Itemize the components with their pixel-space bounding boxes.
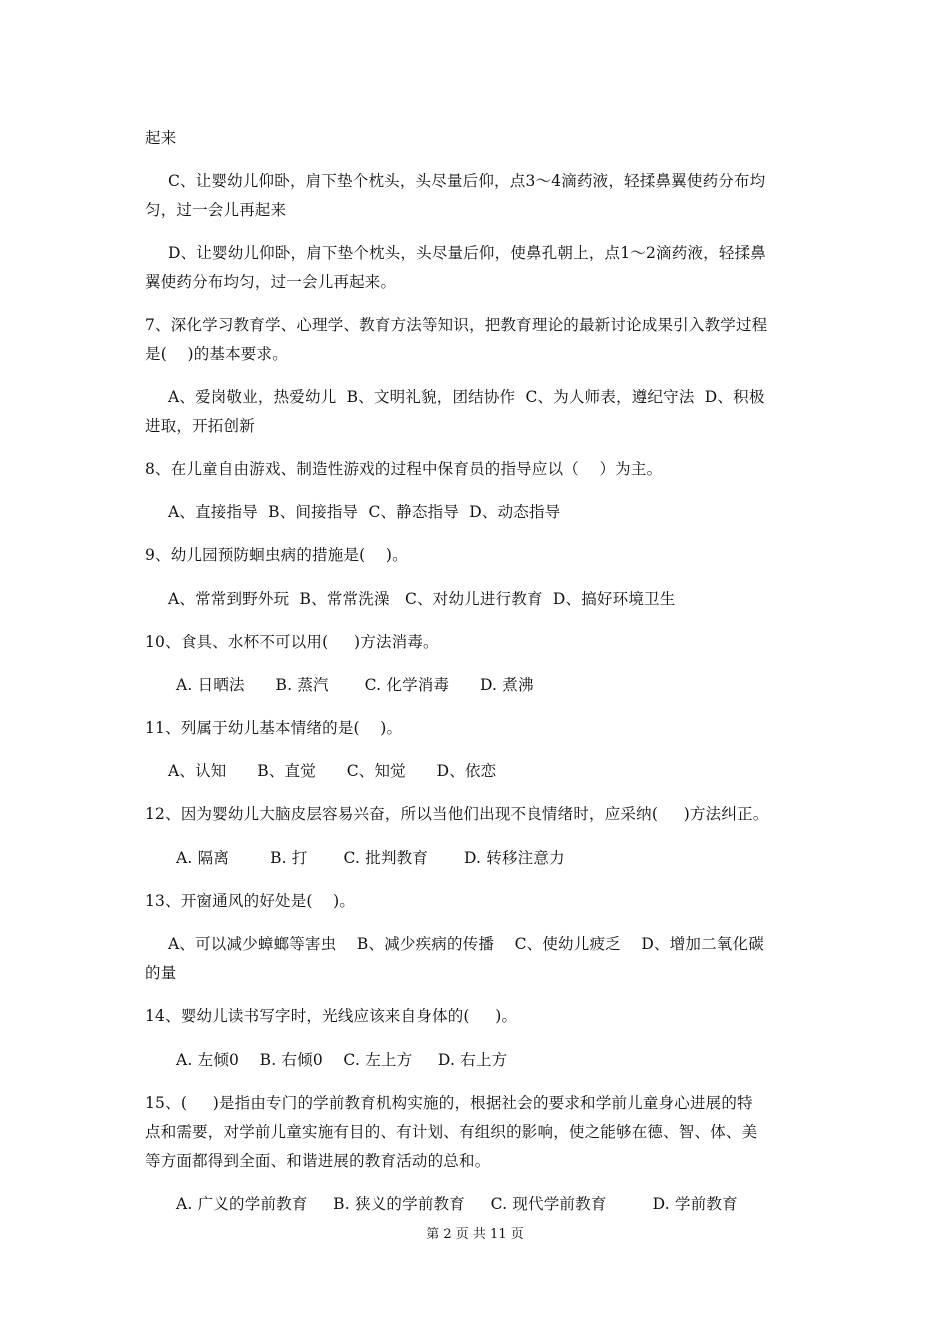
q15-options: A. 广义的学前教育 B. 狭义的学前教育 C. 现代学前教育 D. 学前教育 <box>176 1195 738 1213</box>
q8-stem: 8、在儿童自由游戏、制造性游戏的过程中保育员的指导应以（ ）为主。 <box>145 460 663 478</box>
q15-stem-line-1: 15、( )是指由专门的学前教育机构实施的，根据社会的要求和学前儿童身心进展的特 <box>145 1094 753 1112</box>
q10-stem: 10、食具、水杯不可以用( )方法消毒。 <box>145 633 439 651</box>
q14-stem: 14、婴幼儿读书写字时，光线应该来自身体的( )。 <box>145 1007 518 1025</box>
q7-options-line-2: 进取，开拓创新 <box>145 417 255 435</box>
q15-stem-line-3: 等方面都得到全面、和谐进展的教育活动的总和。 <box>145 1152 491 1170</box>
q15-stem-line-2: 点和需要，对学前儿童实施有目的、有计划、有组织的影响，使之能够在德、智、体、美 <box>145 1123 758 1141</box>
q6-option-c-line-2: 匀，过一会儿再起来 <box>145 201 287 219</box>
q8-options: A、直接指导 B、间接指导 C、静态指导 D、动态指导 <box>168 503 561 521</box>
q6-option-d-line-2: 翼使药分布均匀，过一会儿再起来。 <box>145 273 397 291</box>
q13-options-line-2: 的量 <box>145 964 177 982</box>
q9-options: A、常常到野外玩 B、常常洗澡 C、对幼儿进行教育 D、搞好环境卫生 <box>168 590 676 608</box>
q7-stem-line-1: 7、深化学习教育学、心理学、教育方法等知识，把教育理论的最新讨论成果引入教学过程 <box>145 316 768 334</box>
q14-options: A. 左倾0 B. 右倾0 C. 左上方 D. 右上方 <box>176 1051 508 1069</box>
q6-option-c-line-1: C、让婴幼儿仰卧，肩下垫个枕头，头尽量后仰，点3～4滴药液，轻揉鼻翼使药分布均 <box>168 172 766 190</box>
q6-continuation-line: 起来 <box>145 129 177 147</box>
q9-stem: 9、幼儿园预防蛔虫病的措施是( )。 <box>145 546 408 564</box>
q7-options-line-1: A、爱岗敬业，热爱幼儿 B、文明礼貌，团结协作 C、为人师表，遵纪守法 D、积极 <box>168 388 765 406</box>
page-footer: 第 2 页 共 11 页 <box>426 1227 524 1242</box>
q7-stem-line-2: 是( )的基本要求。 <box>145 345 288 363</box>
q10-options: A. 日晒法 B. 蒸汽 C. 化学消毒 D. 煮沸 <box>176 676 534 694</box>
q12-stem: 12、因为婴幼儿大脑皮层容易兴奋，所以当他们出现不良情绪时，应采纳( )方法纠正。 <box>145 805 769 823</box>
q13-stem: 13、开窗通风的好处是( )。 <box>145 892 356 910</box>
q6-option-d-line-1: D、让婴幼儿仰卧，肩下垫个枕头，头尽量后仰，使鼻孔朝上，点1～2滴药液，轻揉鼻 <box>168 244 766 262</box>
q12-options: A. 隔离 B. 打 C. 批判教育 D. 转移注意力 <box>176 849 565 867</box>
q13-options-line-1: A、可以减少蟑螂等害虫 B、减少疾病的传播 C、使幼儿疲乏 D、增加二氧化碳 <box>168 935 764 953</box>
q11-options: A、认知 B、直觉 C、知觉 D、依恋 <box>168 762 497 780</box>
q11-stem: 11、列属于幼儿基本情绪的是( )。 <box>145 719 403 737</box>
